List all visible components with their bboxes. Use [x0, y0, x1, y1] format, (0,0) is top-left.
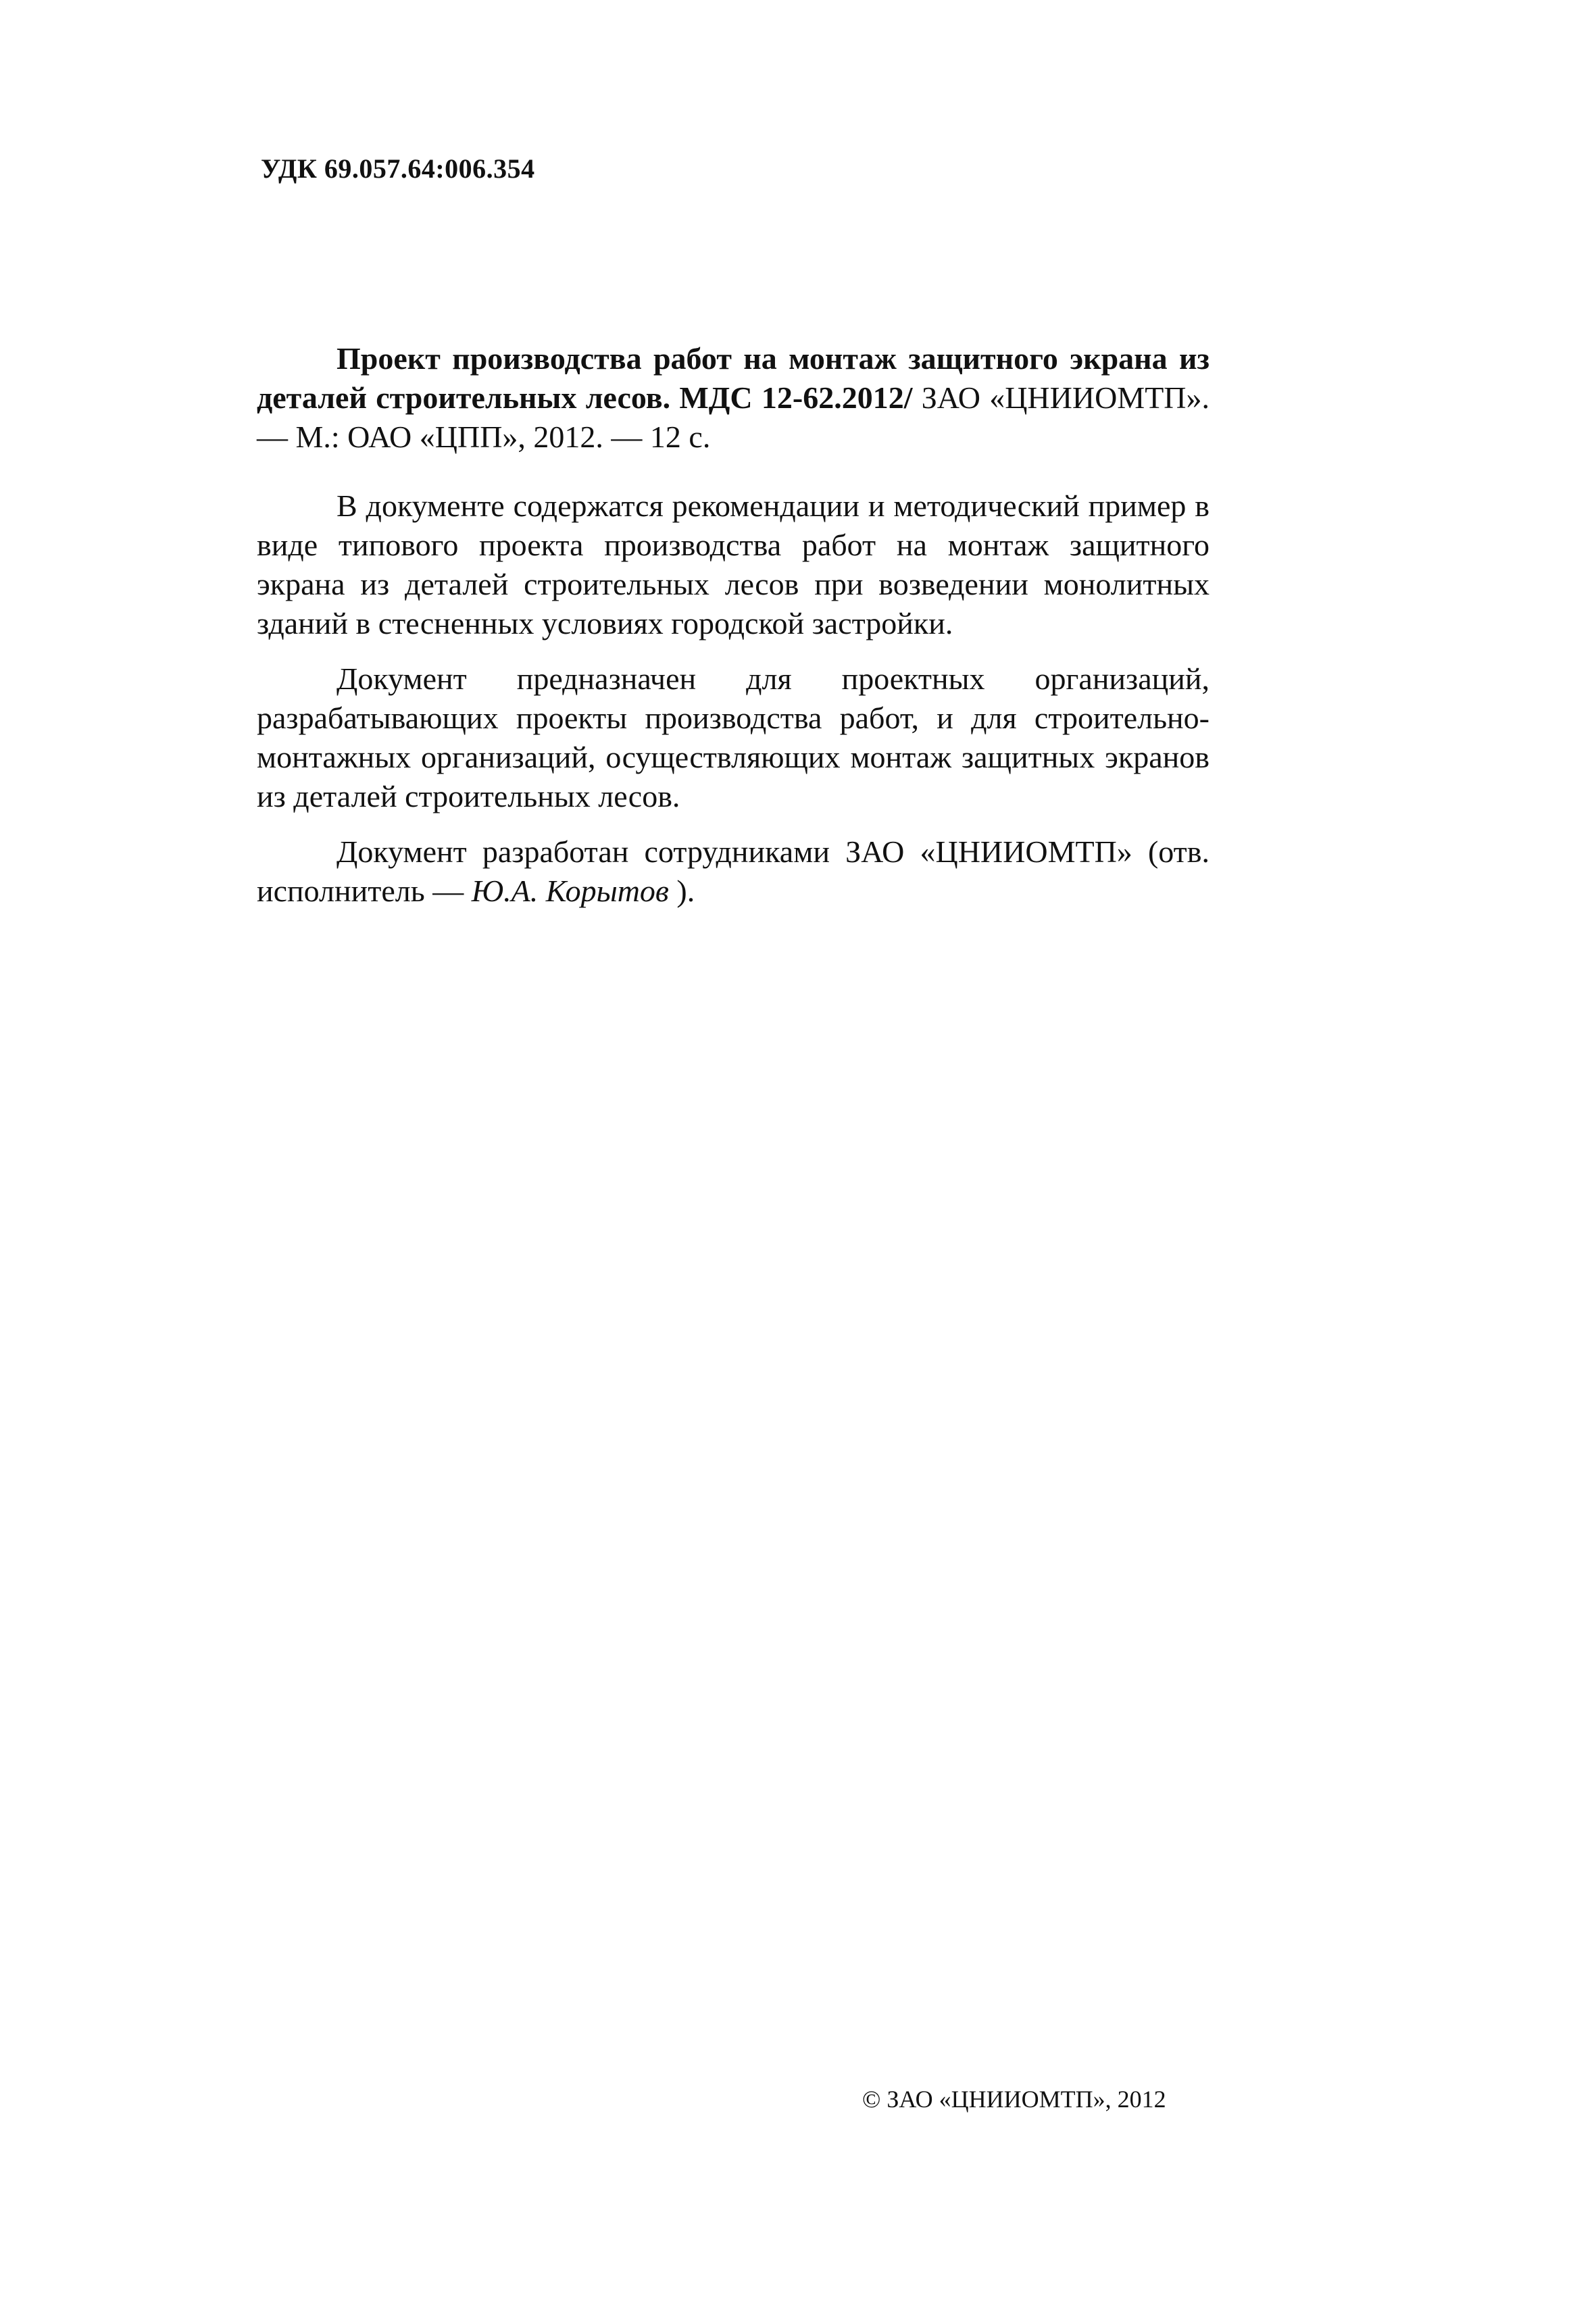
annotation-text-2: Документ предназначен для проектных организаций, разрабатывающих проекты производства работ, и для строительно-монтажных организаций, осуществляющих монтаж защитных экранов из деталей строительных лесов. [257, 661, 1210, 813]
udk-code: УДК 69.057.64:006.354 [261, 153, 535, 184]
copyright-notice: © ЗАО «ЦНИИОМТП», 2012 [862, 2086, 1166, 2113]
annotation-paragraph-3 [257, 832, 1210, 911]
bibliographic-description [257, 339, 1210, 457]
annotation-paragraph-1 [257, 486, 1210, 643]
document-title: Проект производства работ на монтаж защитного экрана из деталей строительных лесов. [257, 341, 1210, 415]
publisher-info: ЗАО «ЦНИИОМТП». — М.: ОАО «ЦПП», 2012. — 12 с. [257, 380, 1210, 454]
responsible-author: Ю.А. Корытов [471, 874, 669, 908]
closing-parenthesis: ). [668, 874, 695, 908]
annotation-paragraph-2 [257, 659, 1210, 816]
developer-text: Документ разработан сотрудниками ЗАО «ЦНИИОМТП» (отв. исполнитель — [257, 834, 1210, 908]
document-code: МДС 12-62.2012/ [679, 380, 913, 415]
annotation-text-1: В документе содержатся рекомендации и методический пример в виде типового проекта производства работ на монтаж защитного экрана из деталей строительных лесов при возведении монолитных зданий в стесненных условиях городской застройки. [257, 488, 1210, 640]
